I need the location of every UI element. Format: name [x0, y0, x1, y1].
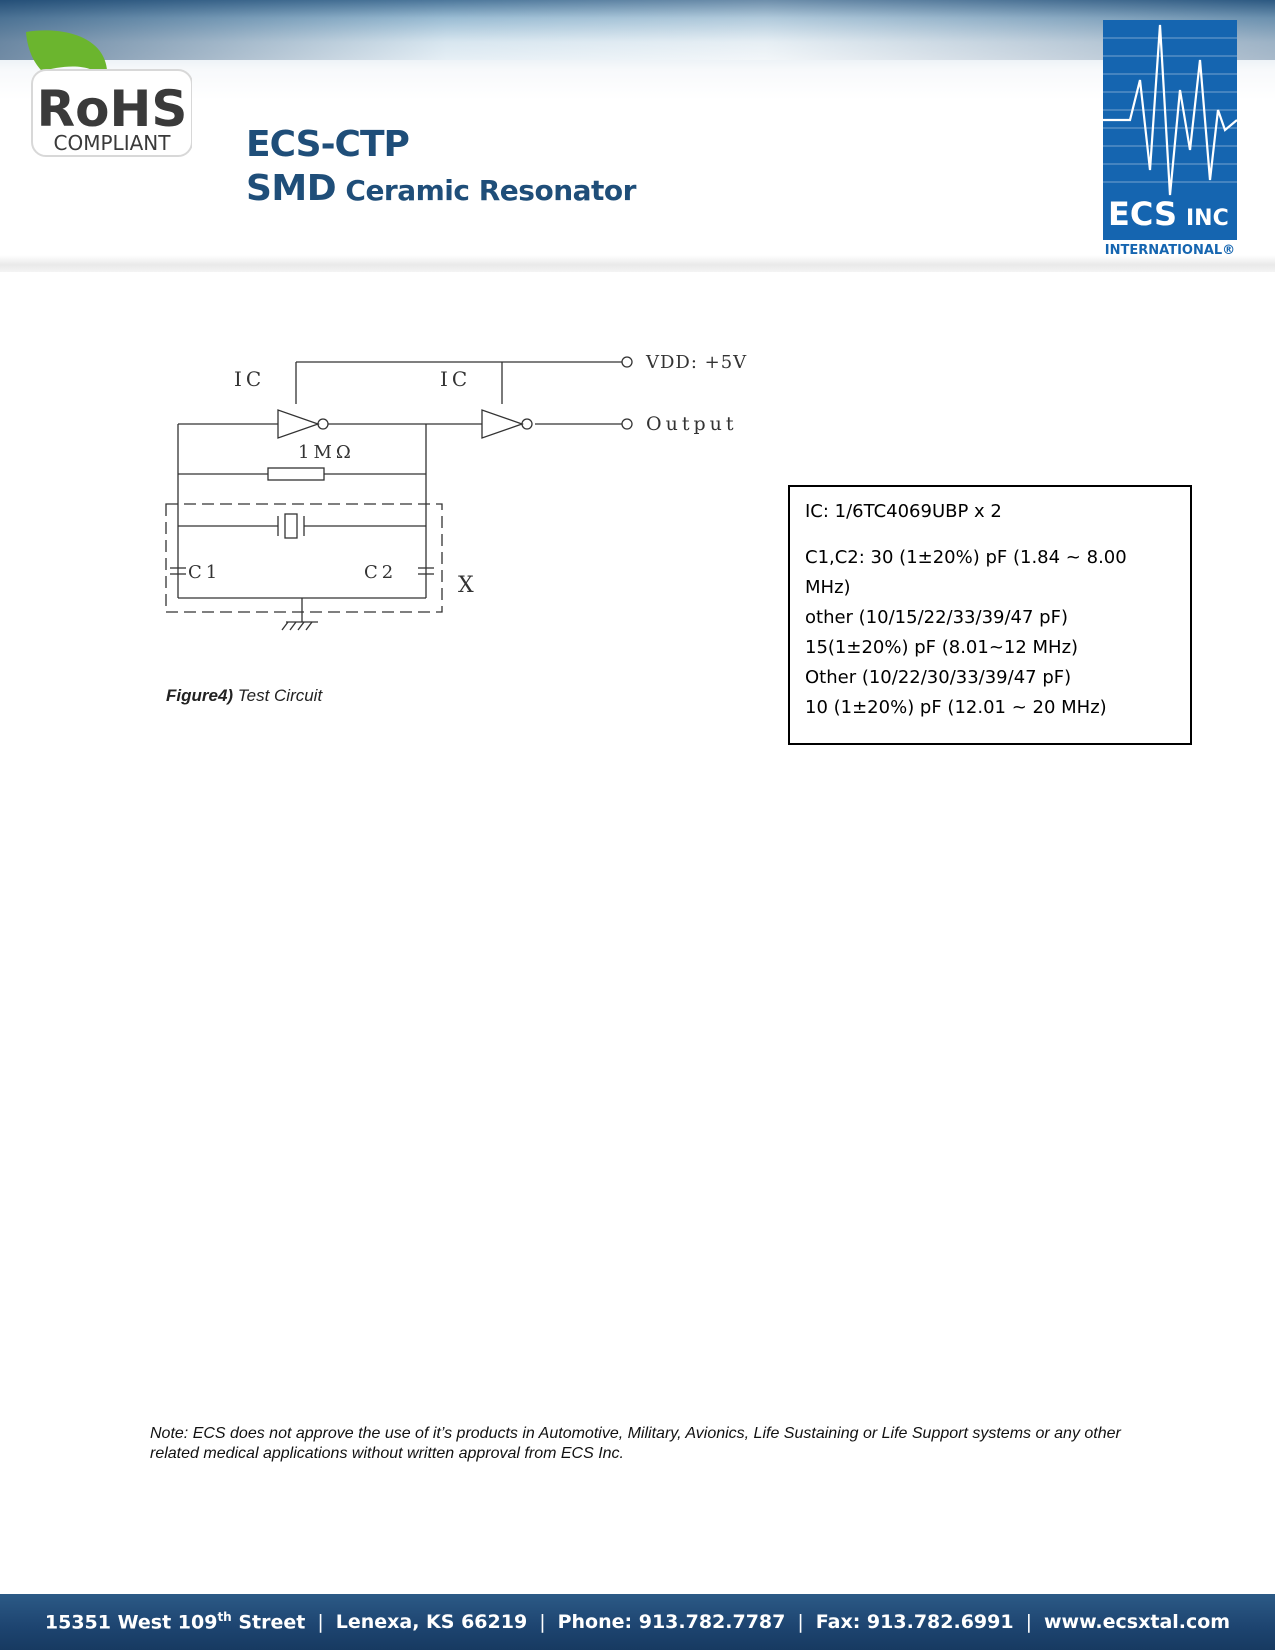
- spec-ic: IC: 1/6TC4069UBP x 2: [805, 501, 1002, 522]
- spec-10pf: 10 (1±20%) pF (12.01 ~ 20 MHz): [805, 697, 1107, 718]
- ecs-logo-sub: INTERNATIONAL®: [1104, 243, 1236, 258]
- footer-city: Lenexa, KS 66219: [335, 1611, 528, 1633]
- compliant-text: COMPLIANT: [53, 131, 171, 155]
- ecs-logo-name: ECS: [1108, 195, 1177, 233]
- spec-other-2: Other (10/22/30/33/39/47 pF): [805, 667, 1072, 688]
- output-label: Output: [646, 413, 738, 435]
- figure-caption: [166, 686, 322, 706]
- ecs-inc-logo: [1100, 20, 1240, 258]
- component-spec-box: [788, 485, 1192, 745]
- ecs-logo-suffix: INC: [1186, 206, 1229, 231]
- footer-address: 15351 West 109th Street: [44, 1610, 306, 1634]
- x-label: X: [458, 573, 474, 598]
- page-footer: 15351 West 109th Street | Lenexa, KS 66219 | Phone: 913.782.7787 | Fax: 913.782.6991 | www.ecsxtal.com: [0, 1594, 1275, 1650]
- resistor-1mohm: [268, 468, 324, 480]
- test-circuit-diagram: [160, 340, 760, 650]
- footer-fax: Fax: 913.782.6991: [815, 1611, 1014, 1633]
- resistor-label: 1MΩ: [298, 442, 355, 463]
- rohs-compliant-logo: [22, 26, 192, 161]
- spec-c1c2: C1,C2: 30 (1±20%) pF (1.84 ~ 8.00 MHz): [805, 547, 1127, 598]
- product-type-resonator: Ceramic Resonator: [336, 174, 636, 207]
- c2-label: C2: [364, 562, 398, 583]
- spec-other-1: other (10/15/22/33/39/47 pF): [805, 607, 1068, 628]
- product-name: [246, 168, 636, 209]
- vdd-terminal: [622, 357, 632, 367]
- product-code: ECS-CTP: [246, 124, 409, 165]
- inverter-right: [482, 410, 522, 438]
- vdd-label: VDD: +5V: [646, 352, 748, 373]
- rohs-text: RoHS: [36, 80, 188, 138]
- footer-phone: Phone: 913.782.7787: [557, 1611, 786, 1633]
- resonator-crystal: [285, 514, 297, 538]
- figure-number: Figure4): [166, 686, 234, 705]
- product-type-smd: SMD: [246, 168, 337, 209]
- c1-label: C1: [188, 562, 222, 583]
- inverter-left: [278, 410, 318, 438]
- output-terminal: [622, 419, 632, 429]
- disclaimer-note: Note: ECS does not approve the use of it’s products in Automotive, Military, Avionics, Life Sustaining or Life Support systems or any other related medical applications without written approval from ECS Inc.: [150, 1425, 1121, 1462]
- footer-website-link[interactable]: www.ecsxtal.com: [1043, 1611, 1231, 1633]
- spec-15pf: 15(1±20%) pF (8.01~12 MHz): [805, 637, 1079, 658]
- page-header: [0, 0, 1275, 272]
- ic-right-label: IC: [440, 367, 472, 391]
- figure-title: Test Circuit: [233, 686, 323, 705]
- ic-left-label: IC: [234, 367, 266, 391]
